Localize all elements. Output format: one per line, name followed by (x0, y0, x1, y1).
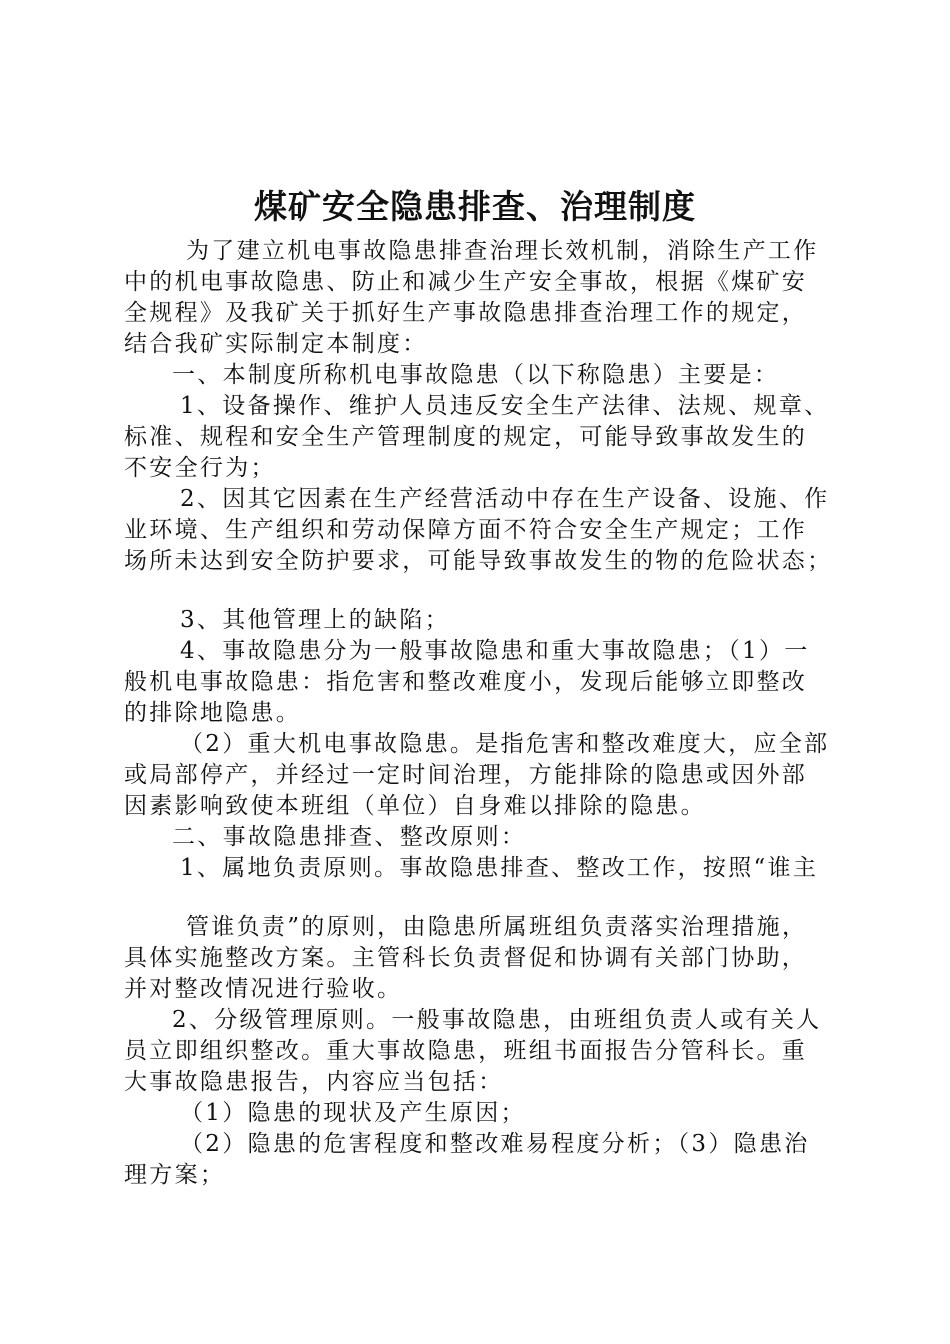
paragraph-line: 中的机电事故隐患、防止和减少生产安全事故，根据《煤矿安 (124, 269, 808, 295)
paragraph-line: 理方案； (124, 1162, 226, 1188)
paragraph-line: 具体实施整改方案。主管科长负责督促和协调有关部门协助， (124, 945, 808, 971)
paragraph-line: 的排除地隐患。 (124, 700, 302, 726)
paragraph-line: 因素影响致使本班组（单位）自身难以排除的隐患。 (124, 793, 706, 819)
paragraph-line: 业环境、生产组织和劳动保障方面不符合安全生产规定；工作 (124, 517, 808, 543)
document-title: 煤矿安全隐患排查、治理制度 (254, 187, 696, 226)
paragraph-line: 标准、规程和安全生产管理制度的规定，可能导致事故发生的 (124, 424, 808, 450)
paragraph-line: 1、属地负责原则。事故隐患排查、整改工作，按照“谁主 (180, 855, 819, 881)
paragraph-line: （2）重大机电事故隐患。是指危害和整改难度大，应全部 (180, 731, 830, 757)
paragraph-line: 2、因其它因素在生产经营活动中存在生产设备、设施、作 (180, 486, 830, 512)
paragraph-line: （1）隐患的现状及产生原因； (180, 1100, 526, 1126)
paragraph-line: 不安全行为； (124, 455, 276, 481)
paragraph-line: （2）隐患的危害程度和整改难易程度分析；（3）隐患治 (180, 1131, 810, 1157)
paragraph-line: 1、设备操作、维护人员违反安全生产法律、法规、规章、 (180, 393, 830, 419)
paragraph-line: 般机电事故隐患：指危害和整改难度小，发现后能够立即整改 (124, 669, 808, 695)
paragraph-line: 4、事故隐患分为一般事故隐患和重大事故隐患；（1）一 (180, 638, 810, 664)
paragraph-line: 全规程》及我矿关于抓好生产事故隐患排查治理工作的规定， (124, 300, 808, 326)
section-heading: 一、本制度所称机电事故隐患（以下称隐患）主要是： (172, 362, 780, 388)
paragraph-line: 大事故隐患报告，内容应当包括： (124, 1069, 504, 1095)
section-heading: 二、事故隐患排查、整改原则： (172, 824, 527, 850)
paragraph-line: 3、其他管理上的缺陷； (180, 607, 450, 633)
paragraph-line: 2、分级管理原则。一般事故隐患，由班组负责人或有关人 (172, 1007, 822, 1033)
paragraph-line: 场所未达到安全防护要求，可能导致事故发生的物的危险状态； (124, 548, 833, 574)
paragraph-line: 为了建立机电事故隐患排查治理长效机制，消除生产工作 (186, 238, 819, 264)
paragraph-line: 并对整改情况进行验收。 (124, 976, 403, 1002)
paragraph-line: 结合我矿实际制定本制度： (124, 331, 428, 357)
paragraph-line: 员立即组织整改。重大事故隐患，班组书面报告分管科长。重 (124, 1038, 808, 1064)
paragraph-line: 管谁负责”的原则，由隐患所属班组负责落实治理措施， (186, 914, 808, 940)
paragraph-line: 或局部停产，并经过一定时间治理，方能排除的隐患或因外部 (124, 762, 808, 788)
